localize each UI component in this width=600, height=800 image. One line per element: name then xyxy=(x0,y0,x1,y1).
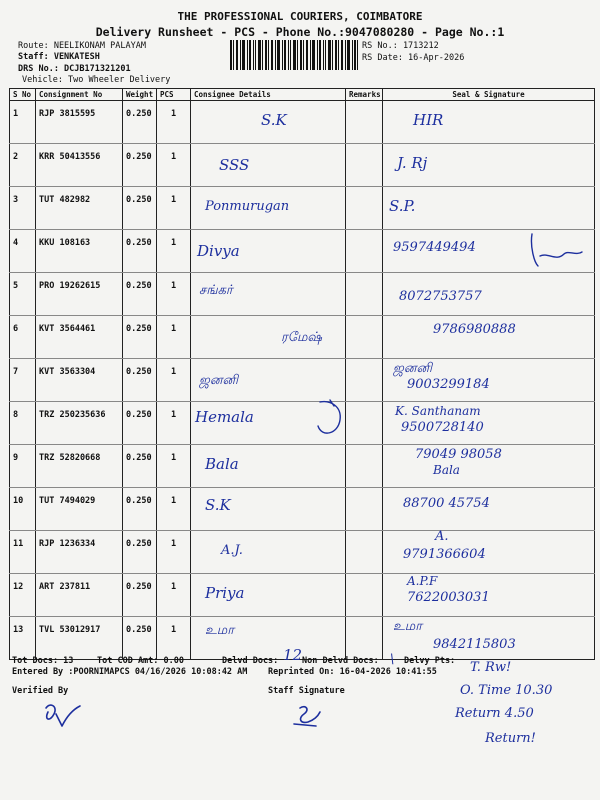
handwritten-phone: 7622003031 xyxy=(407,590,490,605)
total-docs: Tot Docs: 13 xyxy=(12,656,74,666)
row-consignment: TRZ 52820668 xyxy=(36,445,123,488)
row-seal xyxy=(383,187,595,230)
handwritten-signature: S.P. xyxy=(389,197,416,215)
row-remarks xyxy=(346,101,383,144)
row-consignment: TUT 482982 xyxy=(36,187,123,230)
row-sno: 13 xyxy=(10,617,36,660)
consignment-table xyxy=(9,88,595,660)
row-remarks xyxy=(346,402,383,445)
row-weight: 0.250 xyxy=(123,230,157,273)
row-sno: 4 xyxy=(10,230,36,273)
col-seal: Seal & Signature xyxy=(383,89,595,101)
handwritten-note-4: Return! xyxy=(485,731,536,746)
vehicle-label: Vehicle: Two Wheeler Delivery xyxy=(22,75,171,85)
row-consignment: KVT 3564461 xyxy=(36,316,123,359)
row-sno: 9 xyxy=(10,445,36,488)
runsheet-subtitle: Delivery Runsheet - PCS - Phone No.:9047080280 - Page No.:1 xyxy=(95,25,505,39)
row-weight: 0.250 xyxy=(123,445,157,488)
handwritten-signature: உமா xyxy=(393,619,423,634)
handwritten-phone: 9003299184 xyxy=(407,377,490,392)
row-pcs: 1 xyxy=(157,273,191,316)
handwritten-signature: A.P.F xyxy=(407,574,438,588)
row-remarks xyxy=(346,230,383,273)
row-sno: 6 xyxy=(10,316,36,359)
row-sno: 3 xyxy=(10,187,36,230)
handwritten-phone: 9842115803 xyxy=(433,637,516,652)
handwritten-name: சங்கர் xyxy=(199,283,233,298)
company-title: THE PROFESSIONAL COURIERS, COIMBATORE xyxy=(177,10,423,23)
table-row xyxy=(10,144,595,187)
row-consignee xyxy=(191,574,346,617)
total-cod-amount: Tot COD Amt: 0.00 xyxy=(97,656,184,666)
row-pcs: 1 xyxy=(157,574,191,617)
row-consignment: TUT 7494029 xyxy=(36,488,123,531)
handwritten-signature: 9786980888 xyxy=(433,322,516,337)
reprinted-on: Reprinted On: 16-04-2026 10:41:55 xyxy=(268,667,437,677)
table-row xyxy=(10,101,595,144)
row-consignee xyxy=(191,316,346,359)
handwritten-phone: 9791366604 xyxy=(403,547,486,562)
staff-signature xyxy=(290,702,324,730)
handwritten-signature: Bala xyxy=(433,463,460,477)
row-sno: 10 xyxy=(10,488,36,531)
table-header-row xyxy=(10,89,595,101)
row-remarks xyxy=(346,574,383,617)
handwritten-name: Bala xyxy=(205,455,239,473)
non-delivered-label: Non Delvd Docs: xyxy=(302,656,379,666)
handwritten-phone: 79049 98058 xyxy=(415,447,502,462)
row-pcs: 1 xyxy=(157,445,191,488)
handwritten-name: Divya xyxy=(197,242,240,260)
delivered-docs-label: Delvd Docs: xyxy=(222,656,279,666)
row-consignee xyxy=(191,187,346,230)
table-row xyxy=(10,273,595,316)
row-consignment: KKU 108163 xyxy=(36,230,123,273)
handwritten-note-2: O. Time 10.30 xyxy=(460,683,553,698)
row-pcs: 1 xyxy=(157,144,191,187)
row-consignee xyxy=(191,359,346,402)
handwritten-phone: 9500728140 xyxy=(401,420,484,435)
row-pcs: 1 xyxy=(157,230,191,273)
row-seal xyxy=(383,445,595,488)
staff-label: Staff: VENKATESH xyxy=(18,52,100,62)
row-sno: 7 xyxy=(10,359,36,402)
staff-signature-label: Staff Signature xyxy=(268,686,345,696)
row-remarks xyxy=(346,531,383,574)
handwritten-name: Hemala xyxy=(195,408,254,426)
row-pcs: 1 xyxy=(157,359,191,402)
table-row xyxy=(10,230,595,273)
row-remarks xyxy=(346,359,383,402)
row-seal xyxy=(383,359,595,402)
row-pcs: 1 xyxy=(157,617,191,660)
row-remarks xyxy=(346,445,383,488)
row-weight: 0.250 xyxy=(123,316,157,359)
barcode xyxy=(230,40,358,70)
row-weight: 0.250 xyxy=(123,144,157,187)
row-remarks xyxy=(346,144,383,187)
handwritten-name: Priya xyxy=(205,584,245,602)
row-pcs: 1 xyxy=(157,402,191,445)
handwritten-note-1: T. Rw! xyxy=(470,660,512,675)
table-row xyxy=(10,402,595,445)
row-seal xyxy=(383,617,595,660)
verifier-signature xyxy=(40,700,84,730)
row-consignment: KVT 3563304 xyxy=(36,359,123,402)
row-consignment: PRO 19262615 xyxy=(36,273,123,316)
handwritten-phone: 88700 45754 xyxy=(403,496,490,511)
table-row xyxy=(10,574,595,617)
row-weight: 0.250 xyxy=(123,617,157,660)
row-consignee xyxy=(191,445,346,488)
handwritten-signature: ஜனனி xyxy=(393,361,432,376)
row-weight: 0.250 xyxy=(123,187,157,230)
row-seal xyxy=(383,488,595,531)
handwritten-name: S.K xyxy=(261,111,287,129)
row-consignment: RJP 3815595 xyxy=(36,101,123,144)
handwritten-name: Ponmurugan xyxy=(205,199,290,214)
row-consignment: ART 237811 xyxy=(36,574,123,617)
row-remarks xyxy=(346,617,383,660)
entered-by: Entered By :POORNIMAPCS 04/16/2026 10:08:42 AM xyxy=(12,667,248,677)
row-consignee xyxy=(191,488,346,531)
row-consignment: RJP 1236334 xyxy=(36,531,123,574)
handwritten-signature: 9597449494 xyxy=(393,240,476,255)
row-sno: 2 xyxy=(10,144,36,187)
col-sno: S No xyxy=(10,89,36,101)
row-sno: 11 xyxy=(10,531,36,574)
row-consignment: KRR 50413556 xyxy=(36,144,123,187)
rs-number: RS No.: 1713212 xyxy=(362,41,439,51)
handwritten-name: ரமேஷ் xyxy=(281,330,322,345)
row-seal xyxy=(383,273,595,316)
row-consignee xyxy=(191,617,346,660)
drs-number: DRS No.: DCJB171321201 xyxy=(18,64,131,74)
row-sno: 1 xyxy=(10,101,36,144)
row-seal xyxy=(383,101,595,144)
col-consignee: Consignee Details xyxy=(191,89,346,101)
row-remarks xyxy=(346,273,383,316)
table-row xyxy=(10,488,595,531)
rs-date: RS Date: 16-Apr-2026 xyxy=(362,53,465,63)
row-remarks xyxy=(346,187,383,230)
col-weight: Weight xyxy=(123,89,157,101)
row-weight: 0.250 xyxy=(123,402,157,445)
handwritten-name: A.J. xyxy=(221,543,243,558)
table-row xyxy=(10,445,595,488)
handwritten-note-3: Return 4.50 xyxy=(455,706,534,721)
row-consignee xyxy=(191,273,346,316)
table-row xyxy=(10,187,595,230)
row-remarks xyxy=(346,316,383,359)
delivered-docs-count: 12 xyxy=(283,646,303,664)
row-pcs: 1 xyxy=(157,187,191,230)
row-weight: 0.250 xyxy=(123,101,157,144)
row-seal xyxy=(383,531,595,574)
row-seal xyxy=(383,316,595,359)
row-seal xyxy=(383,144,595,187)
handwritten-name: உமா xyxy=(205,623,235,638)
table-row xyxy=(10,359,595,402)
table-row xyxy=(10,531,595,574)
cell-signature xyxy=(528,232,584,270)
col-remarks: Remarks xyxy=(346,89,383,101)
non-delivered-mark: \ xyxy=(390,652,395,667)
row-seal xyxy=(383,402,595,445)
row-pcs: 1 xyxy=(157,488,191,531)
row-sno: 8 xyxy=(10,402,36,445)
col-pcs: PCS xyxy=(157,89,191,101)
row-consignee xyxy=(191,531,346,574)
table-row xyxy=(10,316,595,359)
row-seal xyxy=(383,574,595,617)
route-label: Route: NEELIKONAM PALAYAM xyxy=(18,41,146,51)
row-pcs: 1 xyxy=(157,531,191,574)
row-pcs: 1 xyxy=(157,316,191,359)
row-weight: 0.250 xyxy=(123,574,157,617)
handwritten-name: S.K xyxy=(205,496,231,514)
row-weight: 0.250 xyxy=(123,273,157,316)
row-consignment: TRZ 250235636 xyxy=(36,402,123,445)
row-pcs: 1 xyxy=(157,101,191,144)
handwritten-name: SSS xyxy=(219,156,250,174)
handwritten-name: ஜனனி xyxy=(199,373,238,388)
row-remarks xyxy=(346,488,383,531)
delivery-points: Delvy Pts: xyxy=(404,656,456,666)
handwritten-signature: A. xyxy=(435,529,449,544)
row-consignment: TVL 53012917 xyxy=(36,617,123,660)
row-sno: 12 xyxy=(10,574,36,617)
row-consignee xyxy=(191,101,346,144)
handwritten-signature: J. Rj xyxy=(397,154,428,172)
handwritten-signature: K. Santhanam xyxy=(395,404,481,418)
delivery-scribble xyxy=(312,398,346,442)
handwritten-signature: 8072753757 xyxy=(399,289,482,304)
row-consignee xyxy=(191,230,346,273)
row-weight: 0.250 xyxy=(123,359,157,402)
row-weight: 0.250 xyxy=(123,488,157,531)
handwritten-signature: HIR xyxy=(413,111,444,129)
row-sno: 5 xyxy=(10,273,36,316)
verified-by-label: Verified By xyxy=(12,686,69,696)
col-consignment: Consignment No xyxy=(36,89,123,101)
row-consignee xyxy=(191,144,346,187)
row-weight: 0.250 xyxy=(123,531,157,574)
